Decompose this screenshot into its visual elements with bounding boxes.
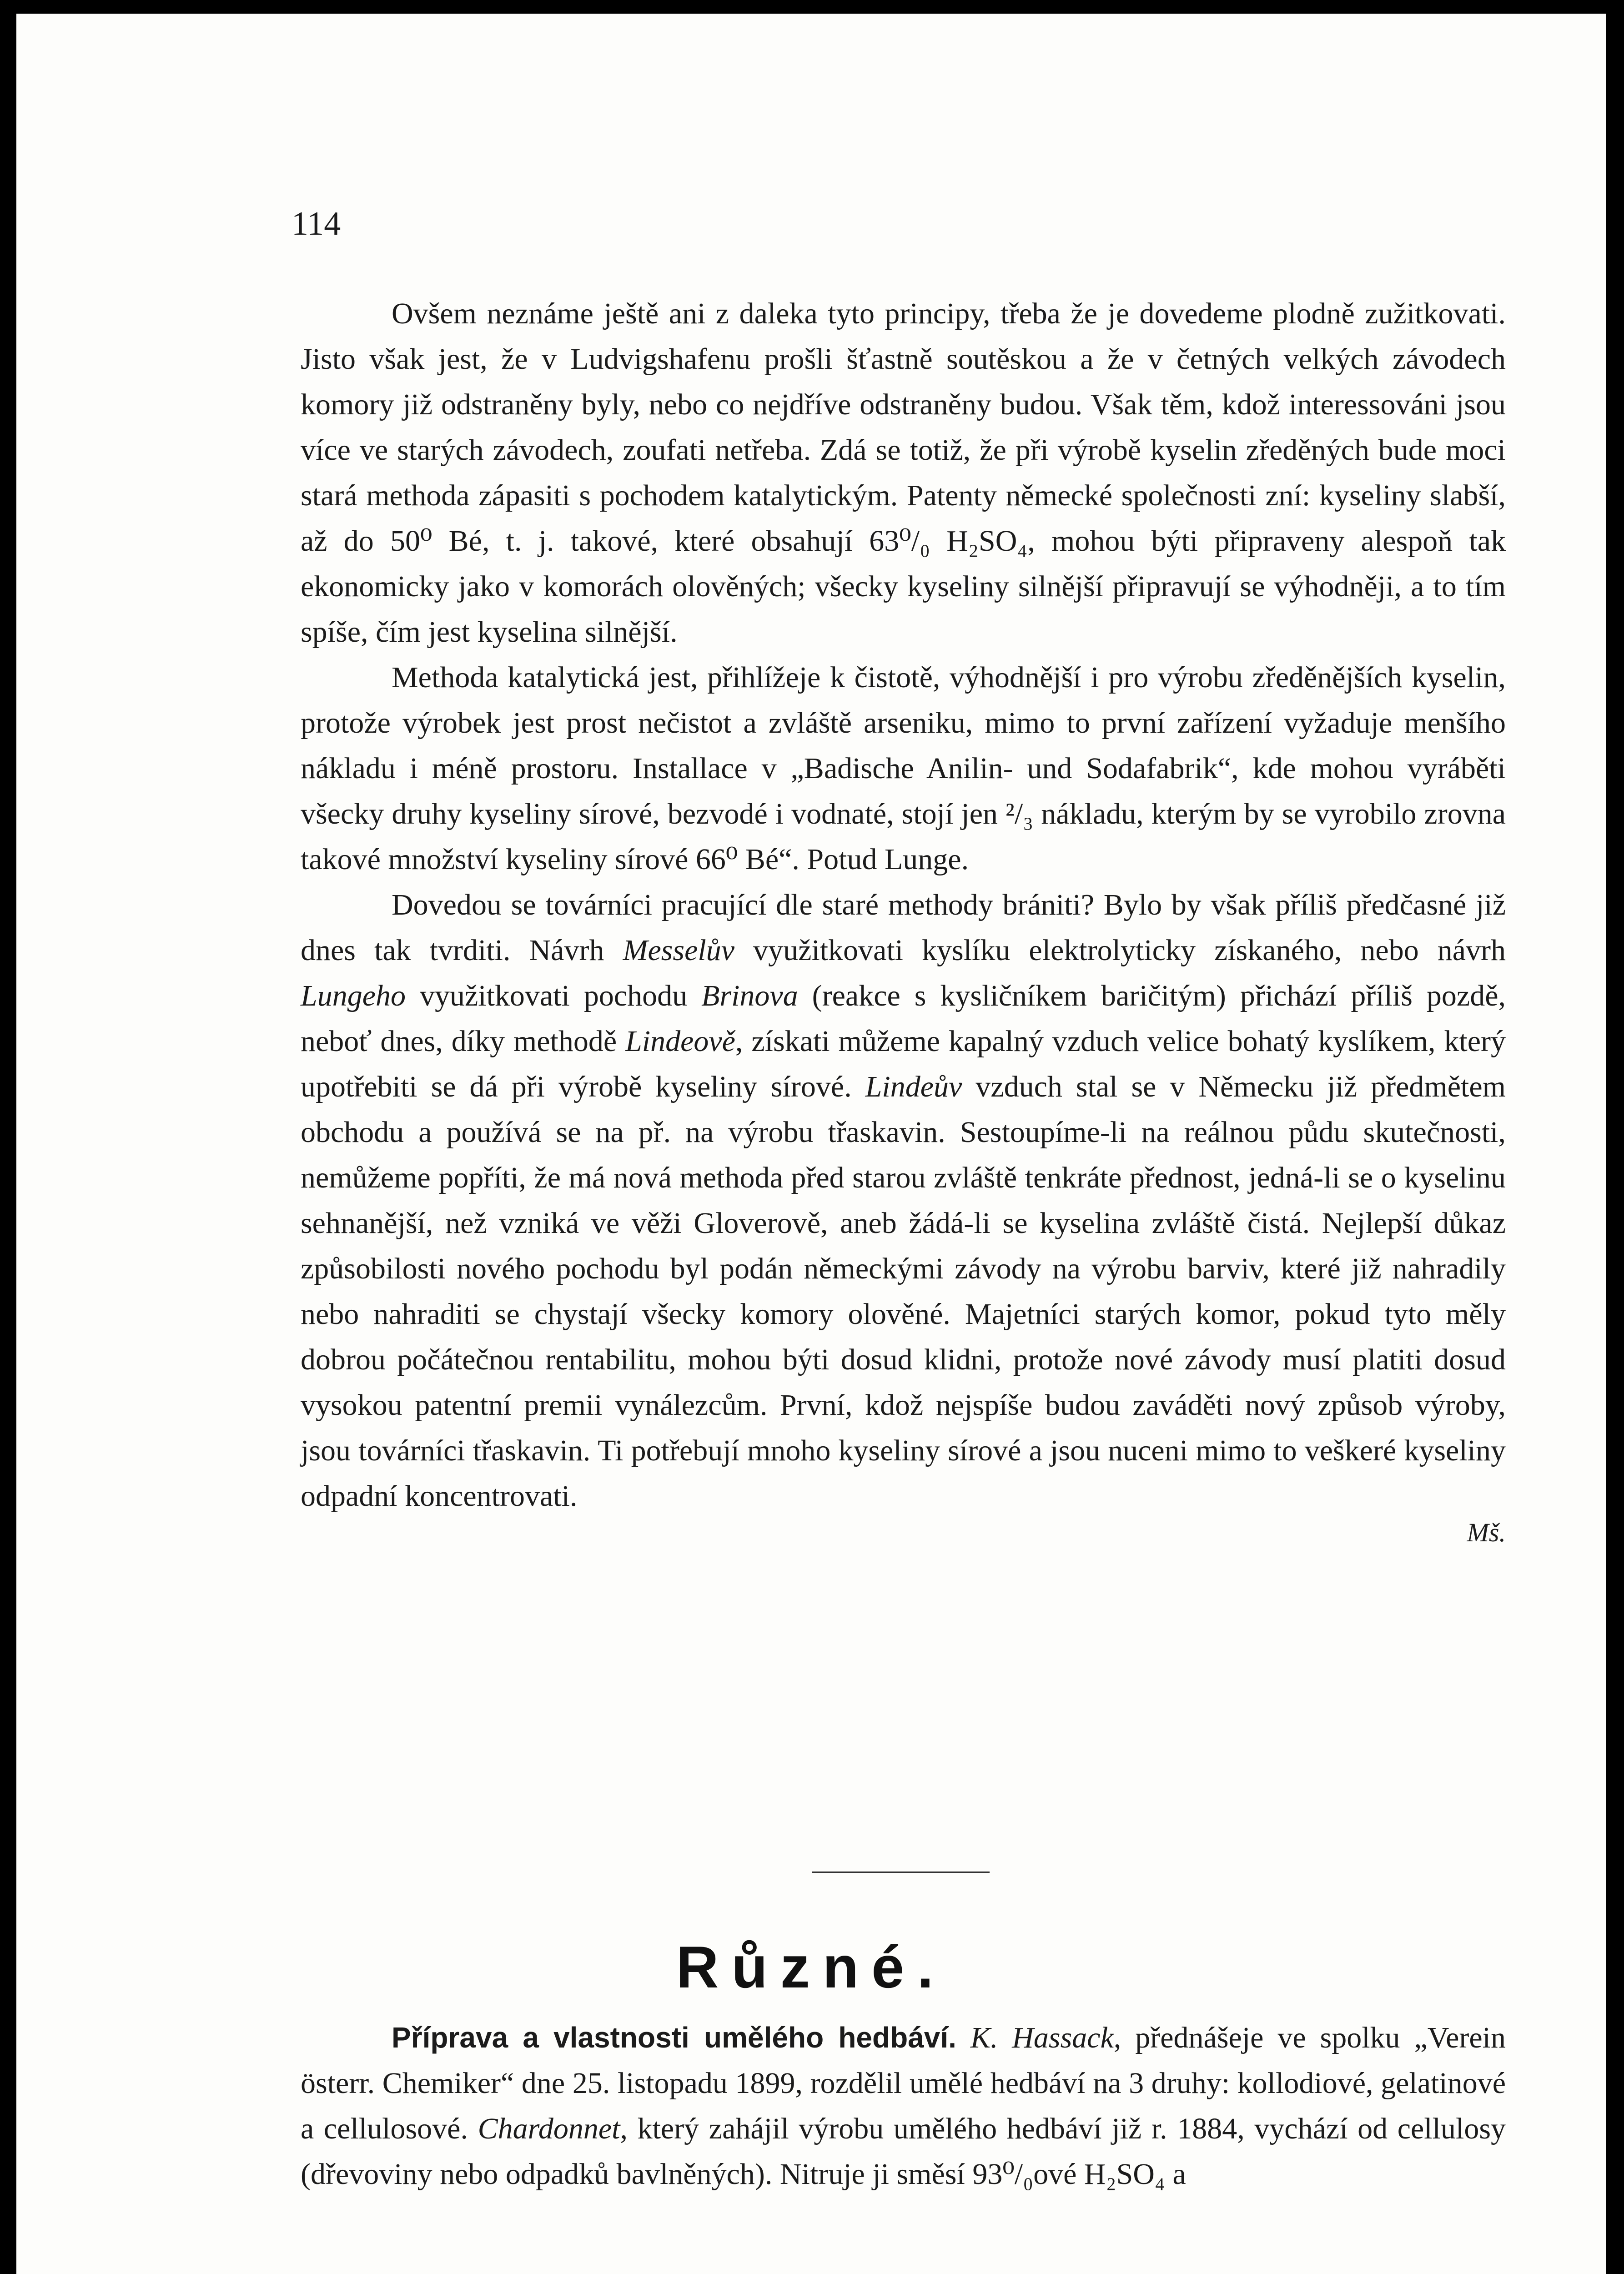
new-article <box>301 2015 1506 2197</box>
section-divider <box>812 1872 990 1873</box>
paragraph: Methoda katalytická jest, přihlížeje k čistotě, výhodnější i pro výrobu zředěnějších kyselin, protože výrobek jest prost nečistot a zvláště arseniku, mimo to první zařízení vyžaduje menšího nákladu i méně prostoru. Installace v „Badische Anilin- und Sodafabrik“, kde mohou vyráběti všecky druhy kyseliny sírové, bezvodé i vodnaté, stojí jen ²/₃ nákladu, kterým by se vyrobilo zrovna takové množství kyseliny sírové 66⁰ Bé“. Potud Lunge. <box>301 661 1506 876</box>
emphasized-name: Lungeho <box>301 979 406 1012</box>
article-title: Příprava a vlastnosti umělého hedbáví. <box>392 2021 956 2054</box>
text-run: Dovedou se továrníci pracující dle staré methody brániti? Bylo by však příliš předčasné již dnes tak tvrditi. Návrh <box>301 888 1506 967</box>
document-page <box>16 14 1606 2274</box>
section-heading: Různé. <box>676 1934 946 2000</box>
text-run: využitkovati kyslíku elektrolyticky získaného, nebo návrh <box>734 934 1506 967</box>
text-run: (reakce s kysličníkem baričitým) přichází příliš pozdě, neboť dnes, díky methodě <box>301 979 1506 1058</box>
author-signature: Mš. <box>1467 1518 1506 1547</box>
emphasized-name: Lindeově <box>625 1025 735 1058</box>
continued-article <box>301 291 1506 1555</box>
text-run: , který zahájil výrobu umělého hedbáví již r. 1884, vychází od cellulosy (dřevoviny nebo odpadků bavlněných). Nitruje ji směsí 93⁰/₀ové H₂SO₄ a <box>301 2112 1506 2191</box>
text-run: vzduch stal se v Německu již předmětem obchodu a používá se na př. na výrobu třaskavin. Sestoupíme-li na reálnou půdu skutečnosti, nemůžeme popříti, že má nová methoda před starou zvláště tenkráte přednost, jedná-li se o kyselinu sehnanější, než vzniká ve věži Gloverově, aneb žádá-li se kyselina zvláště čistá. Nejlepší důkaz způsobilosti nového pochodu byl podán německými závody na výrobu barviv, které již nahradily nebo nahraditi se chystají všecky komory olověné. Majetníci starých komor, pokud tyto měly dobrou počátečnou rentabilitu, mohou býti dosud klidni, protože nové závody musí platiti dosud vysokou patentní premii vynálezcům. První, kdož nejspíše budou zaváděti nový způsob výroby, jsou továrníci třaskavin. Ti potřebují mnoho kyseliny sírové a jsou nuceni mimo to veškeré kyseliny odpadní koncentrovati. <box>301 1070 1506 1513</box>
text-run: využitkovati pochodu <box>406 979 702 1012</box>
paragraph: Ovšem neznáme ještě ani z daleka tyto principy, třeba že je dovedeme plodně zužitkovati. Jisto však jest, že v Ludvigshafenu prošli šťastně soutěskou a že v četných velkých závodech komory již odstraněny byly, nebo co nejdříve odstraněny budou. Však těm, kdož interessováni jsou více ve starých závodech, zoufati netřeba. Zdá se totiž, že při výrobě kyselin zředěných bude moci stará methoda zápasiti s pochodem katalytickým. Patenty německé společnosti zní: kyseliny slabší, až do 50⁰ Bé, t. j. takové, které obsahují 63⁰/₀ H₂SO₄, mohou býti připraveny alespoň tak ekonomicky jako v komorách olověných; všecky kyseliny silnější připravují se výhodněji, a to tím spíše, čím jest kyselina silnější. <box>301 297 1506 649</box>
article-author: K. Hassack <box>970 2021 1114 2054</box>
text-run: , získati můžeme kapalný vzduch velice bohatý kyslíkem, který upotřebiti se dá při výrobě kyseliny sírové. <box>301 1025 1506 1103</box>
paragraph <box>301 2015 1506 2197</box>
text-run: , přednášeje ve spolku „Verein österr. Chemiker“ dne 25. listopadu 1899, rozdělil umělé hedbáví na 3 druhy: kollodiové, gelatinové a cellulosové. <box>301 2021 1506 2145</box>
emphasized-name: Lindeův <box>865 1070 962 1103</box>
emphasized-name: Chardonnet <box>478 2112 620 2145</box>
emphasized-name: Brinova <box>701 979 798 1012</box>
paragraph <box>301 882 1506 1519</box>
page-number: 114 <box>292 205 341 242</box>
emphasized-name: Messelův <box>623 934 735 967</box>
